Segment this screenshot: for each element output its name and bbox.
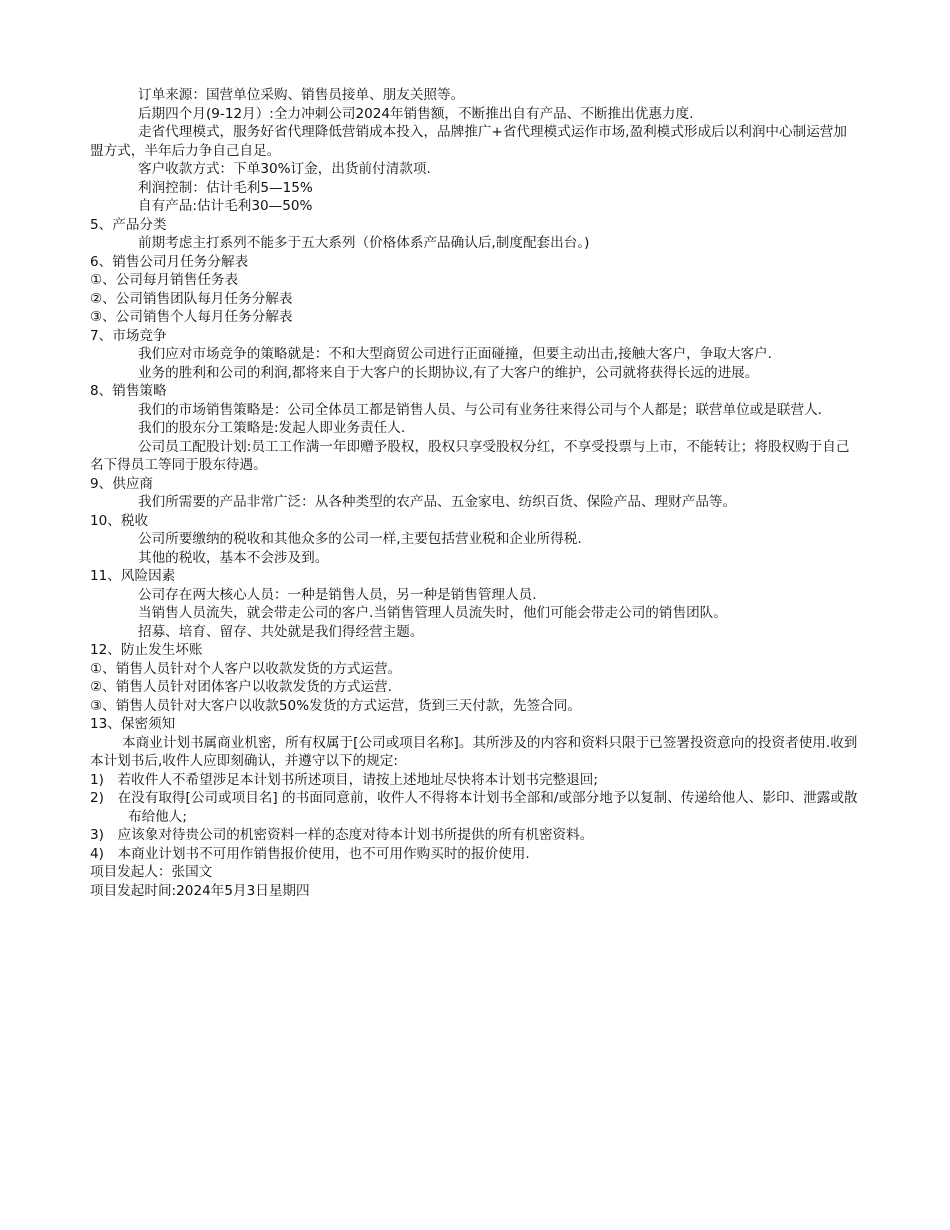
- text-line: 5、产品分类: [90, 216, 167, 233]
- text-line: 招募、培育、留存、共处就是我们得经营主题。: [138, 623, 424, 640]
- text-line: 6、销售公司月任务分解表: [90, 253, 249, 270]
- text-line: 公司员工配股计划:员工工作满一年即赠予股权，股权只享受股权分红，不享受投票与上市，不能转让；将股权购于自己名下得员工等同于股东待遇。: [90, 438, 850, 473]
- text-line: 项目发起时间:2024年5月3日星期四: [90, 882, 310, 899]
- text-line: 4) 本商业计划书不可用作销售报价使用，也不可用作购买时的报价使用.: [90, 845, 530, 862]
- text-line: ③、公司销售个人每月任务分解表: [90, 309, 293, 325]
- text-line: 我们的市场销售策略是：公司全体员工都是销售人员、与公司有业务往来得公司与个人都是；联营单位或是联营人.: [138, 401, 823, 418]
- text-line: 前期考虑主打系列不能多于五大系列（价格体系产品确认后,制度配套出台。): [138, 235, 590, 251]
- text-line: ②、公司销售团队每月任务分解表: [90, 290, 293, 307]
- text-line: 1) 若收件人不希望涉足本计划书所述项目，请按上述地址尽快将本计划书完整退回;: [90, 771, 598, 788]
- text-line: ①、销售人员针对个人客户以收款发货的方式运营。: [90, 660, 402, 677]
- text-line: 客户收款方式：下单30%订金，出货前付清款项.: [138, 161, 431, 177]
- text-line: 项目发起人：张国文: [90, 864, 213, 880]
- text-line: 10、税收: [90, 512, 149, 529]
- text-line: 12、防止发生坏账: [90, 642, 203, 658]
- text-line: 其他的税收，基本不会涉及到。: [138, 549, 329, 566]
- text-line: 8、销售策略: [90, 383, 167, 399]
- text-line: 我们所需要的产品非常广泛：从各种类型的农产品、五金家电、纺织百货、保险产品、理财产品等。: [138, 494, 737, 510]
- text-line: 当销售人员流失，就会带走公司的客户.当销售管理人员流失时，他们可能会带走公司的销售团队。: [138, 605, 727, 621]
- text-line: 公司所要缴纳的税收和其他众多的公司一样,主要包括营业税和企业所得税.: [138, 531, 582, 547]
- text-line: 公司存在两大核心人员：一种是销售人员，另一种是销售管理人员.: [138, 586, 537, 603]
- text-line: 走省代理模式，服务好省代理降低营销成本投入，品牌推广+省代理模式运作市场,盈利模式形成后以利润中心制运营加盟方式，半年后力争自己自足。: [90, 124, 847, 159]
- text-line: 订单来源：国营单位采购、销售员接单、朋友关照等。: [138, 87, 465, 103]
- document-body: [90, 86, 860, 900]
- text-line: 利润控制：估计毛利5—15%: [138, 179, 313, 196]
- text-line: 7、市场竞争: [90, 327, 167, 344]
- text-line: ③、销售人员针对大客户以收款50%发货的方式运营，货到三天付款，先签合同。: [90, 697, 581, 714]
- text-line: ①、公司每月销售任务表: [90, 272, 239, 288]
- text-line: 我们应对市场竞争的策略就是：不和大型商贸公司进行正面碰撞，但要主动出击,接触大客户，争取大客户.: [138, 346, 772, 362]
- text-line: 后期四个月(9-12月）:全力冲刺公司2024年销售额，不断推出自有产品、不断推出优惠力度.: [138, 105, 694, 122]
- text-line: 业务的胜利和公司的利润,都将来自于大客户的长期协议,有了大客户的维护，公司就将获得长远的进展。: [138, 364, 759, 381]
- text-line: 3) 应该象对待贵公司的机密资料一样的态度对待本计划书所提供的所有机密资料。: [90, 827, 594, 843]
- text-line: 13、保密须知: [90, 716, 176, 732]
- text-line: ②、销售人员针对团体客户以收款发货的方式运营.: [90, 679, 392, 695]
- text-line: 2) 在没有取得[公司或项目名] 的书面同意前，收件人不得将本计划书全部和/或部分地予以复制、传递给他人、影印、泄露或散布给他人;: [90, 790, 858, 825]
- text-line: 我们的股东分工策略是:发起人即业务责任人.: [138, 420, 406, 436]
- text-line: 自有产品:估计毛利30—50%: [138, 198, 313, 214]
- text-line: 本商业计划书属商业机密，所有权属于[公司或项目名称]。其所涉及的内容和资料只限于已签署投资意向的投资者使用.收到本计划书后,收件人应即刻确认，并遵守以下的规定:: [90, 734, 858, 769]
- text-line: 11、风险因素: [90, 568, 176, 584]
- text-line: 9、供应商: [90, 475, 154, 492]
